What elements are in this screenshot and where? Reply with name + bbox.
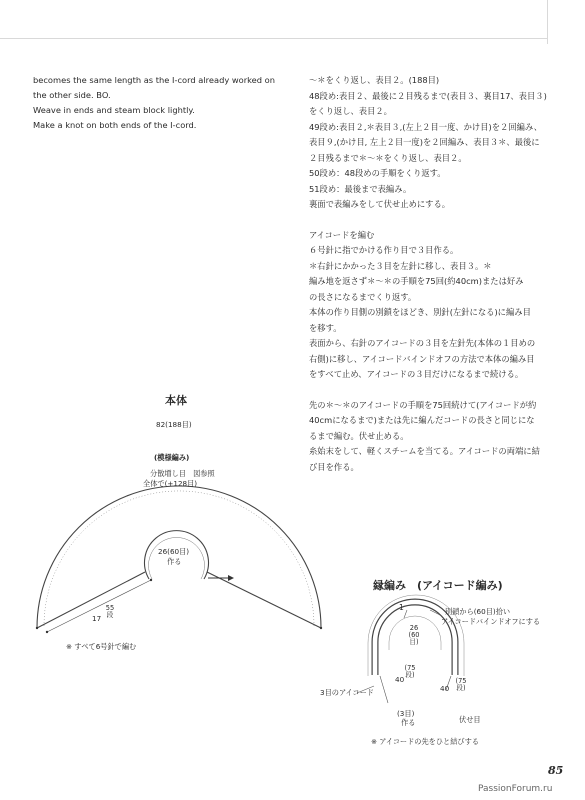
text-line: 48段め:表目２、最後に２目残るまで(表目３、裏目17、表目３) xyxy=(309,90,547,101)
bind-off-label: 伏せ目 xyxy=(459,715,481,724)
text-line: 裏面で表編みをして伏せ止めにする。 xyxy=(309,199,451,209)
text-line: 右側)に移し、アイコードバインドオフの方法で本体の編み目 xyxy=(309,353,535,364)
diagram-area xyxy=(0,380,585,760)
page-number: 85 xyxy=(548,764,564,777)
text-line: becomes the same length as the I-cord already worked on xyxy=(33,75,276,85)
text-line: 40cmになるまで)または先に編んだコードの長さと同じにな xyxy=(309,415,535,425)
pattern-reference: 分散増し目 図参照 xyxy=(150,469,215,478)
edge-cm-label: 17 xyxy=(92,614,102,623)
header-rule-tick xyxy=(547,0,548,44)
watermark: PassionForum.ru xyxy=(478,784,553,794)
text-line: 本体の作り目側の別鎖をほどき、別針(左針になる)に編み目 xyxy=(309,307,531,317)
edging-note: ※ アイコードの先をひと結びする xyxy=(371,737,479,746)
neck-label: 26(60目) xyxy=(158,547,190,556)
schematic-drawing xyxy=(0,380,585,760)
text-line: ２目残るまで＊～＊をくり返し、表目２。 xyxy=(309,152,467,163)
text-line: 表面から、右針のアイコードの３目を左針先(本体の１目めの xyxy=(309,338,536,348)
section-heading: アイコードを編む xyxy=(309,229,375,240)
pattern-total: 全体で(+128目) xyxy=(143,479,198,488)
text-line: Weave in ends and steam block lightly. xyxy=(33,105,195,115)
text-line: ～＊をくり返し、表目２。(188目) xyxy=(309,75,440,85)
text-line: び目を作る。 xyxy=(309,461,359,472)
text-line: をすべて止め、アイコードの３目だけになるまで続ける。 xyxy=(309,369,524,379)
body-title: 本体 xyxy=(165,394,187,407)
cast-on-label: (3目) xyxy=(397,709,415,718)
text-line: 49段め:表目２,＊表目３,(左上２目一度、かけ目)を２回編み、 xyxy=(309,121,543,132)
english-instructions xyxy=(33,73,295,133)
right-rows-label: (75 段) xyxy=(455,677,467,692)
left-length-label: 40 xyxy=(395,675,405,684)
text-line: 表目９,(かけ目, 左上２目一度)を２回編み、表目３＊、最後に xyxy=(309,137,540,147)
text-line: 編み地を返さず＊～＊の手順を75回(約40cm)または好み xyxy=(309,276,524,286)
text-line: 糸始末をして、軽くスチームを当てる。アイコードの両端に結 xyxy=(309,446,540,456)
needle-note: ※ すべて6号針で編む xyxy=(66,642,137,651)
text-line: の長さになるまでくり返す。 xyxy=(309,291,417,302)
text-line: the other side. BO. xyxy=(33,90,111,100)
edge-rows-label: 55 段 xyxy=(105,604,115,619)
icord-label: 3目のアイコード xyxy=(320,688,374,697)
start-marker: 1 xyxy=(399,603,404,612)
header-rule xyxy=(0,38,548,39)
text-line: 先の＊～＊のアイコードの手順を75回続けて(アイコードが約 xyxy=(309,399,537,410)
text-line: 50段め：48段めの手順をくり返す。 xyxy=(309,168,446,178)
text-line: Make a knot on both ends of the I-cord. xyxy=(33,120,197,130)
pickup-label: 別鎖から(60目)拾い xyxy=(445,607,511,616)
text-line: ６号針に指でかける作り目で３目作る。 xyxy=(309,245,459,255)
text-line: 51段め：最後まで表編み。 xyxy=(309,183,412,194)
text-line: ＊右針にかかった３目を左針に移し、表目３。＊ xyxy=(309,260,492,271)
right-length-label: 40 xyxy=(440,684,450,693)
neck-action: 作る xyxy=(167,557,182,566)
cast-on-action: 作る xyxy=(401,718,416,727)
bindoff-method-label: アイコードバインドオフにする xyxy=(441,617,541,626)
edging-title: 縁編み (アイコード編み) xyxy=(373,579,503,592)
pattern-name: (模様編み) xyxy=(154,453,190,462)
text-line: を移す。 xyxy=(309,322,342,333)
outer-width-label: 82(188目) xyxy=(156,420,192,429)
text-line: をくり返し、表目２。 xyxy=(309,106,392,116)
text-line: るまで編む。伏せ止める。 xyxy=(309,430,409,441)
inner-top-label: 26 (60 目) xyxy=(408,624,420,646)
left-rows-label: (75 段) xyxy=(404,664,416,679)
